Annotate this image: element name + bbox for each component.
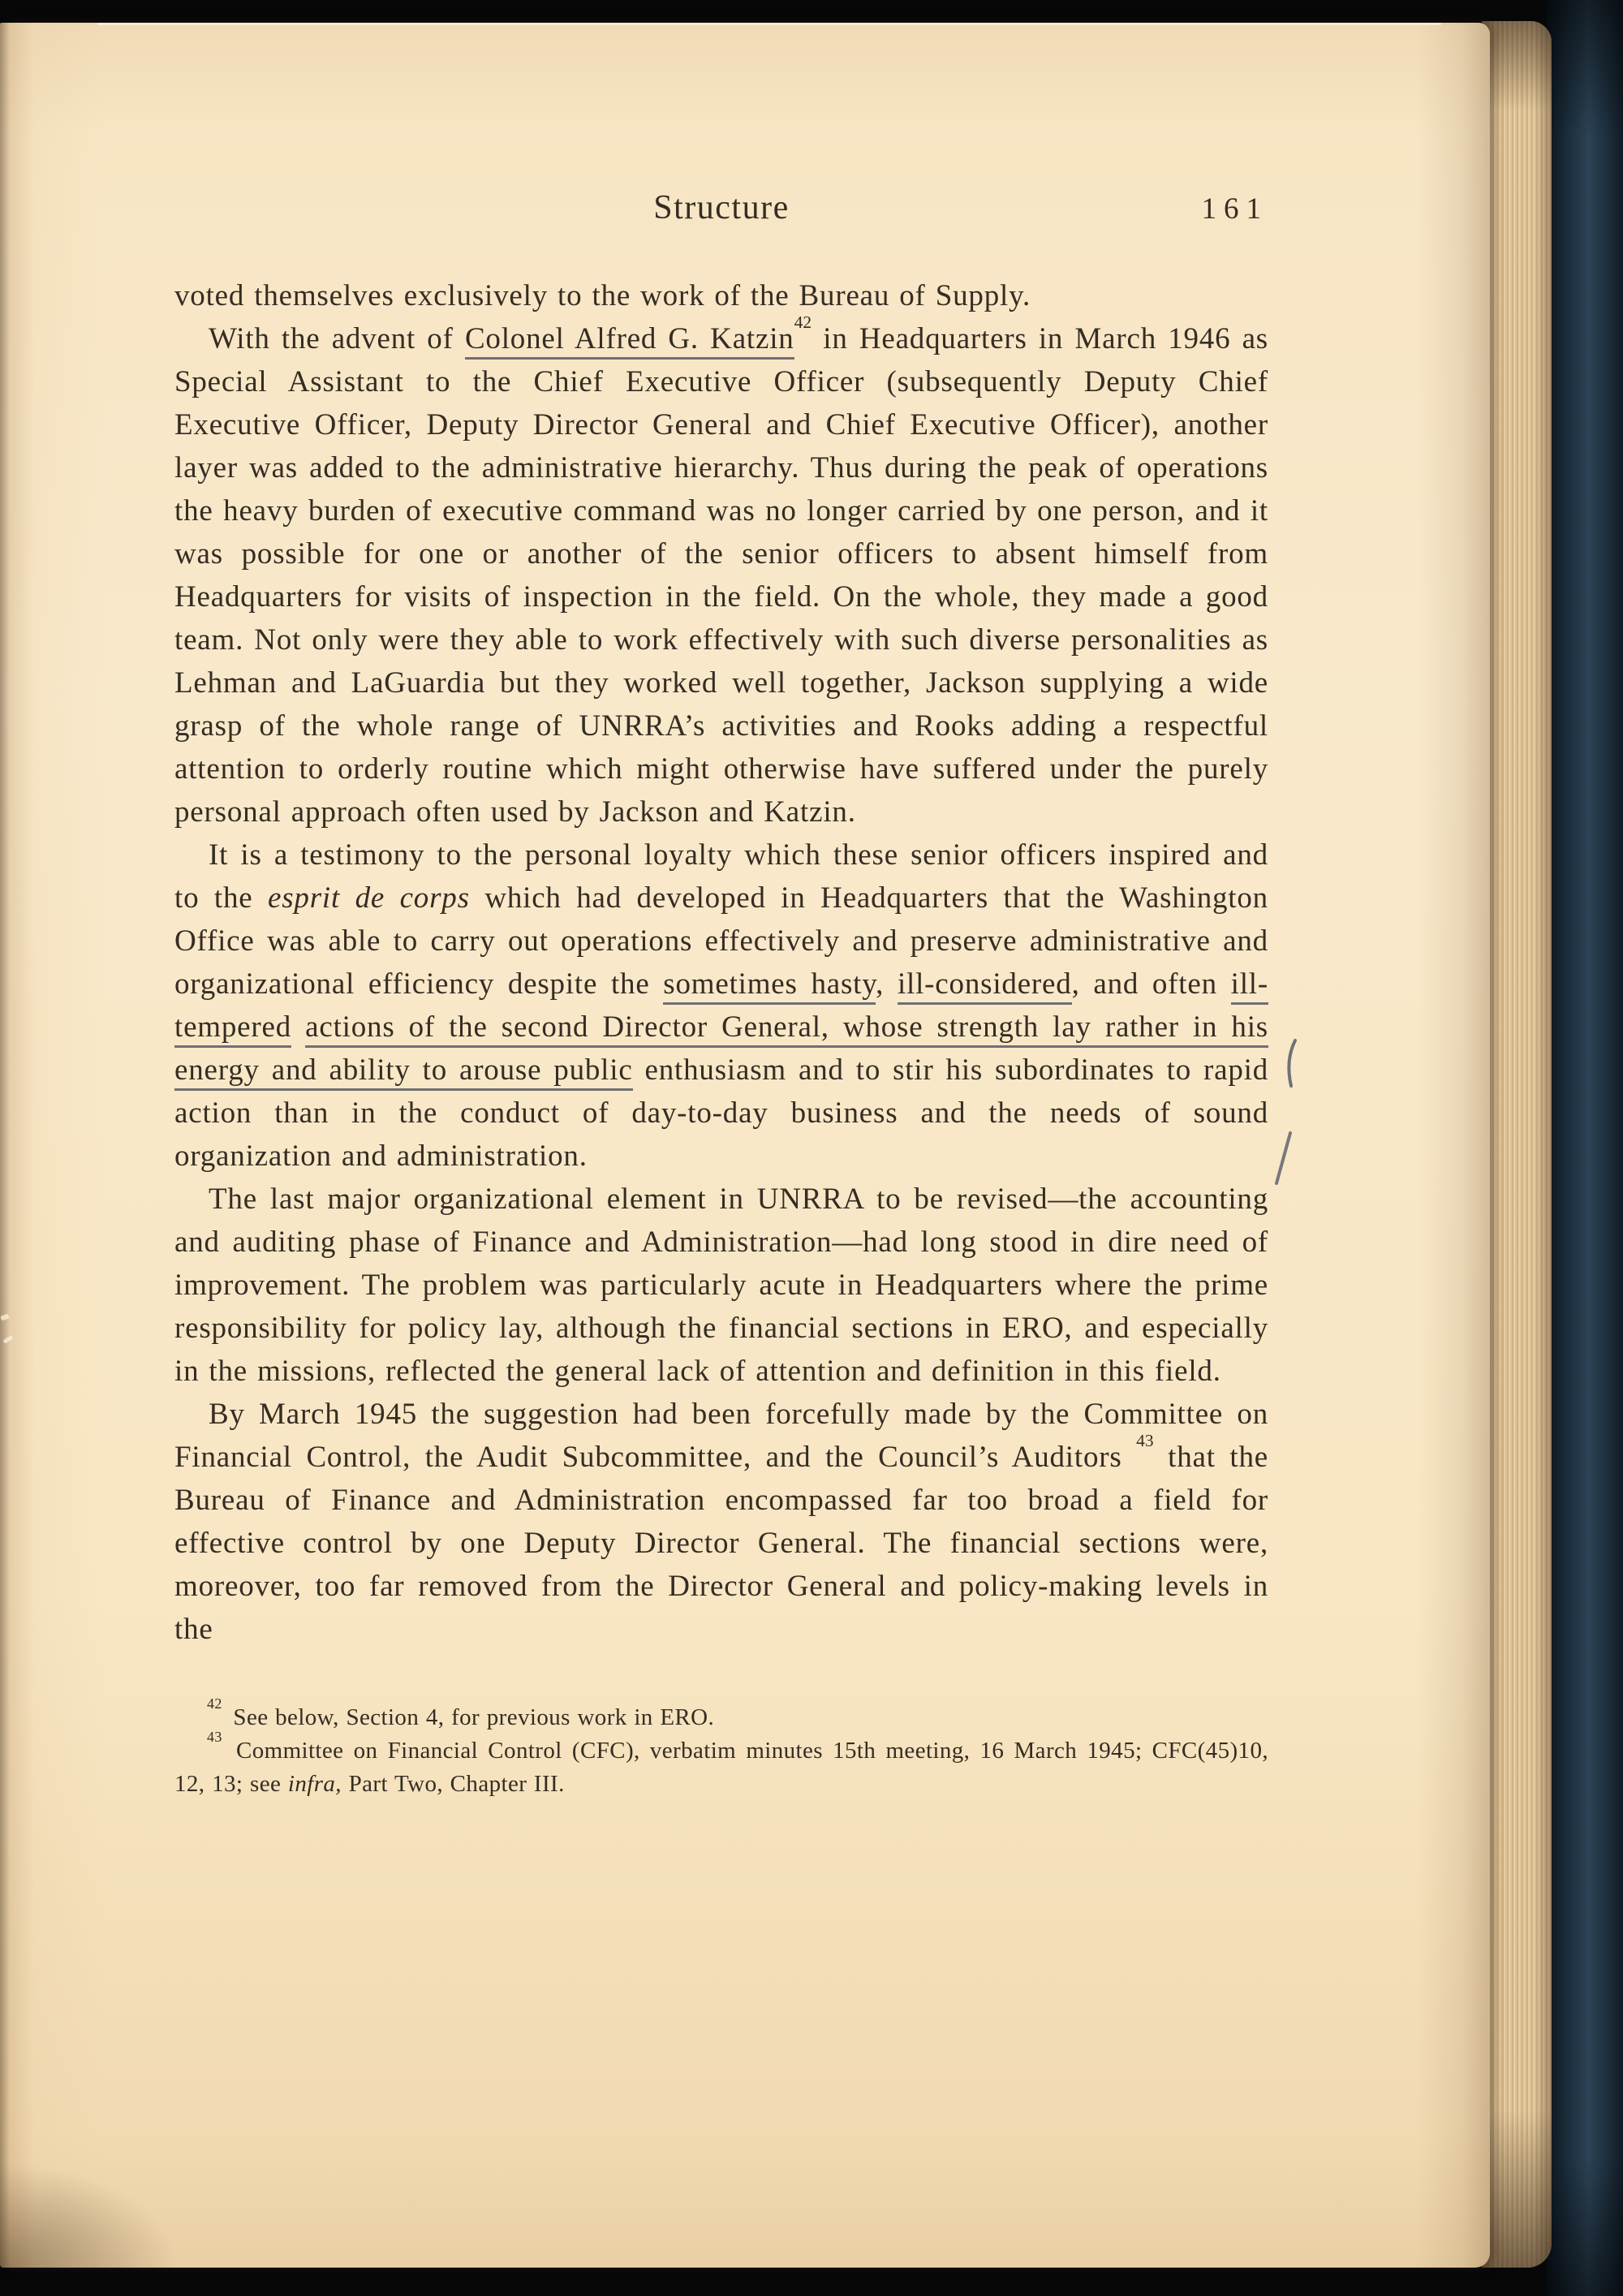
page-fore-edge bbox=[1482, 21, 1552, 2268]
pencil-margin-mark bbox=[1281, 1037, 1302, 1089]
text-segment: that the Bureau of Finance and Administration encompassed far too broad a field for effective control by one Deputy Director General. The financial sections were, moreover, too far removed from the Director General and policy-making levels in the bbox=[174, 1441, 1268, 1646]
italic-text: infra, bbox=[287, 1771, 342, 1797]
footnote bbox=[174, 1695, 1268, 1734]
pencil-underlined-text: ill-considered bbox=[898, 967, 1072, 1005]
page-content bbox=[174, 188, 1268, 1801]
pencil-margin-mark bbox=[1272, 1130, 1294, 1187]
book-page bbox=[0, 23, 1490, 2268]
italic-text: esprit de corps bbox=[267, 881, 470, 915]
footnote-reference: 42 bbox=[794, 312, 812, 332]
page-number: 161 bbox=[1201, 192, 1268, 226]
footnote-text: Part Two, Chapter III. bbox=[341, 1771, 565, 1797]
text-segment: which had developed in Headquarters that the Washington Office was able to carry out operations effectively and preserve administrative and organizational efficiency despite the bbox=[174, 881, 1268, 1001]
footnote-reference: 43 bbox=[1136, 1430, 1154, 1450]
running-header bbox=[174, 188, 1268, 234]
running-header-title: Structure bbox=[653, 189, 790, 226]
text-segment bbox=[291, 1010, 305, 1044]
pencil-underlined-text: ill-tempered bbox=[174, 967, 1268, 1048]
text-segment: enthusiasm and to stir his subordinates to rapid action than in the conduct of day-to-day business and the needs of sound organization and administration. bbox=[174, 1053, 1268, 1173]
text-segment: , bbox=[876, 967, 898, 1001]
text-segment: The last major organizational element in UNRRA to be revised—the accounting and auditing phase of Finance and Administration—had long stood in dire need of improvement. The problem was particularly acute in Headquarters where the prime responsibility for policy lay, although the financial sections in ERO, and especially in the missions, reflected the general lack of attention and definition in this field. bbox=[174, 1182, 1268, 1388]
text-segment: voted themselves exclusively to the work of the Bureau of Supply. bbox=[174, 279, 1031, 312]
paragraph bbox=[174, 274, 1268, 317]
pencil-underlined-text: actions of the second Director General, whose strength lay rather in his energy and ability to arouse public bbox=[174, 1010, 1268, 1091]
pencil-underlined-text: sometimes hasty bbox=[663, 967, 876, 1005]
footnotes bbox=[174, 1695, 1268, 1801]
footnote-marker: 42 bbox=[207, 1695, 222, 1712]
footnote-text: See below, Section 4, for previous work in ERO. bbox=[226, 1704, 715, 1730]
paragraph bbox=[174, 312, 1269, 834]
footnote-marker: 43 bbox=[207, 1729, 222, 1746]
text-segment: It is a testimony to the personal loyalty which these senior officers inspired and to the bbox=[174, 838, 1268, 915]
footnote-text: Committee on Financial Control (CFC), verbatim minutes 15th meeting, 16 March 1945; CFC(45)10, 12, 13; see bbox=[174, 1738, 1268, 1797]
paragraph bbox=[174, 1178, 1268, 1393]
paragraph bbox=[174, 834, 1268, 1178]
paragraph bbox=[174, 1393, 1268, 1651]
footnote bbox=[174, 1729, 1268, 1801]
text-segment: By March 1945 the suggestion had been forcefully made by the Committee on Financial Control, the Audit Subcommittee, and the Council’s Auditors bbox=[174, 1398, 1268, 1474]
book-cover bbox=[1547, 0, 1623, 2296]
text-segment: , and often bbox=[1071, 967, 1231, 1001]
text-segment: in Headquarters in March 1946 as Special Assistant to the Chief Executive Officer (subsequently Deputy Chief Executive Officer, Deputy Director General and Chief Executive Officer), another layer was added to the administrative hierarchy. Thus during the peak of operations the heavy burden of executive command was no longer carried by one person, and it was possible for one or another of the senior officers to absent himself from Headquarters for visits of inspection in the field. On the whole, they made a good team. Not only were they able to work effectively with such diverse personalities as Lehman and LaGuardia but they worked well together, Jackson supplying a wide grasp of the whole range of UNRRA’s activities and Rooks adding a respectful attention to orderly routine which might otherwise have suffered under the purely personal approach often used by Jackson and Katzin. bbox=[174, 322, 1269, 829]
text-segment: With the advent of bbox=[209, 322, 465, 355]
pencil-underlined-text: Colonel Alfred G. Katzin bbox=[465, 322, 794, 360]
